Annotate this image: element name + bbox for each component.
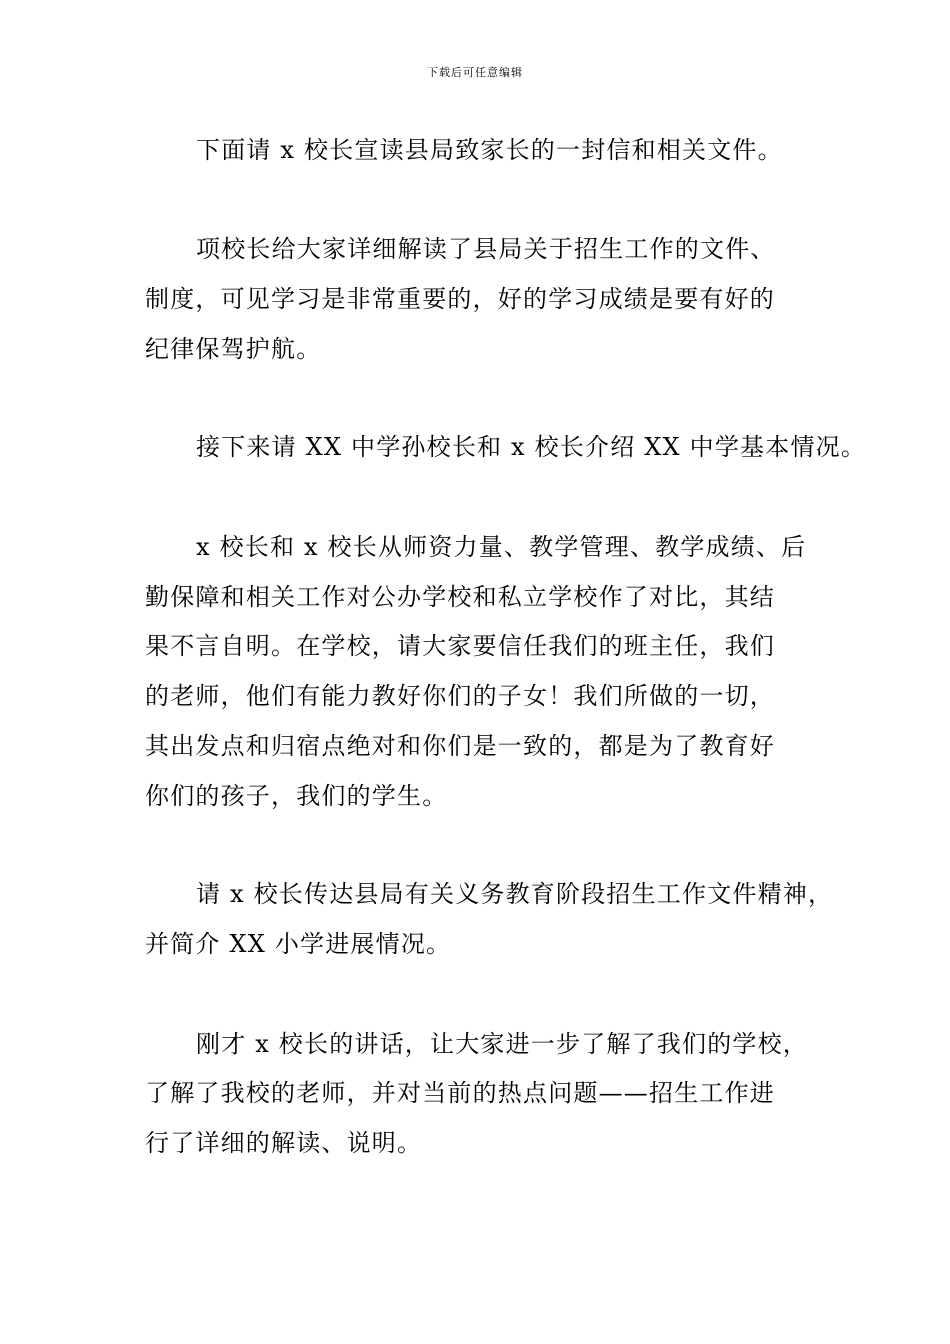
paragraph-6-line-2: 了解了我校的老师，并对当前的热点问题——招生工作进: [145, 1079, 775, 1107]
paragraph-4-line-6: 你们的孩子，我们的学生。: [145, 782, 448, 810]
paragraph-4-line-5: 其出发点和归宿点绝对和你们是一致的，都是为了教育好: [145, 732, 775, 760]
paragraph-2-line-2: 制度，可见学习是非常重要的，好的学习成绩是要有好的: [145, 285, 775, 313]
paragraph-5-line-1: 请 x 校长传达县局有关义务教育阶段招生工作文件精神，: [196, 880, 834, 908]
paragraph-1-line-1: 下面请 x 校长宣读县局致家长的一封信和相关文件。: [196, 136, 783, 164]
paragraph-6-line-3: 行了详细的解读、说明。: [145, 1129, 423, 1157]
paragraph-4-line-4: 的老师，他们有能力教好你们的子女！我们所做的一切，: [145, 682, 775, 710]
paragraph-4-line-2: 勤保障和相关工作对公办学校和私立学校作了对比，其结: [145, 583, 775, 611]
paragraph-2-line-3: 纪律保驾护航。: [145, 335, 322, 363]
paragraph-3-line-1: 接下来请 XX 中学孙校长和 x 校长介绍 XX 中学基本情况。: [196, 433, 867, 461]
paragraph-4-line-3: 果不言自明。在学校，请大家要信任我们的班主任，我们: [145, 632, 775, 660]
paragraph-2-line-1: 项校长给大家详细解读了县局关于招生工作的文件、: [196, 235, 776, 263]
paragraph-5-line-2: 并简介 XX 小学进展情况。: [145, 930, 452, 958]
paragraph-6-line-1: 刚才 x 校长的讲话，让大家进一步了解了我们的学校，: [196, 1030, 808, 1058]
page-header: 下载后可任意编辑: [427, 66, 523, 79]
paragraph-4-line-1: x 校长和 x 校长从师资力量、教学管理、教学成绩、后: [196, 533, 807, 561]
